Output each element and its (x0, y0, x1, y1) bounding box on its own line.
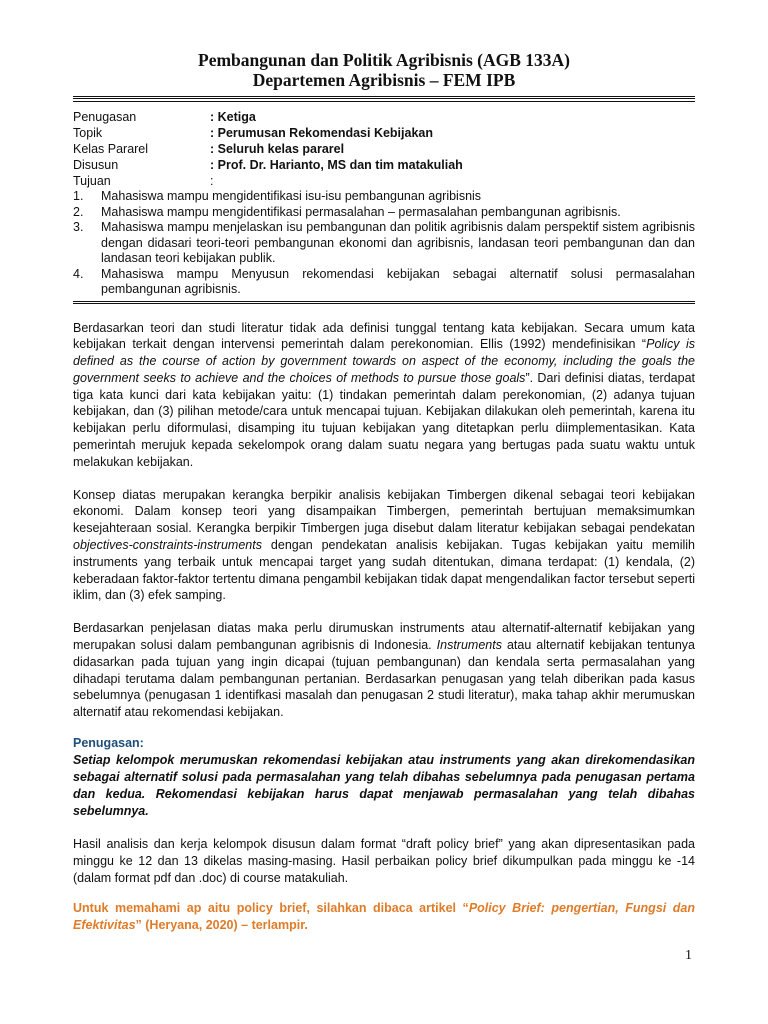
list-text: Mahasiswa mampu menjelaskan isu pembangunan dan politik agribisnis dalam perspektif sistem agribisnis dengan didasari teori-teori pembangunan ekonomi dan agribisnis, landasan teori pembangunan dan dan landasan teori kebijakan publik. (101, 220, 695, 265)
list-number: 4. (73, 266, 84, 281)
list-number: 2. (73, 204, 84, 219)
header-divider (73, 96, 695, 99)
title-line-1: Pembangunan dan Politik Agribisnis (AGB 133A) (198, 50, 570, 70)
term-italic: Instruments (436, 638, 502, 653)
list-text: Mahasiswa mampu mengidentifikasi isu-isu pembangunan agribisnis (101, 189, 482, 203)
task-heading: Penugasan: (73, 736, 144, 751)
paragraph-instruments (73, 620, 695, 721)
meta-label: Tujuan (73, 174, 111, 188)
paragraph-policy-definition (73, 320, 695, 471)
title-line-2: Departemen Agribisnis – FEM IPB (252, 70, 516, 90)
meta-value: : Ketiga (210, 110, 256, 124)
task-description: Setiap kelompok merumuskan rekomendasi kebijakan atau instruments yang akan direkomendasikan sebagai alternatif solusi pada permasalahan yang telah dibahas sebelumnya pada penugasan pertama dan kedua. Rekomendasi kebijakan harus dapat menjawab permasalahan yang telah dibahas sebelumnya. (73, 753, 695, 819)
meta-row (73, 173, 695, 189)
list-text: Mahasiswa mampu Menyusun rekomendasi kebijakan sebagai alternatif solusi permasalahan pembangunan agribisnis. (101, 266, 695, 296)
list-number: 3. (73, 220, 84, 234)
list-text: Mahasiswa mampu mengidentifikasi permasalahan – permasalahan pembangunan agribisnis. (101, 204, 621, 219)
meta-value: : Perumusan Rekomendasi Kebijakan (210, 126, 433, 140)
text-run: dengan pendekatan analisis kebijakan. Tugas kebijakan yaitu memilih instruments yang terbaik untuk mencapai target yang sudah ditentukan, dimana terdapat: (1) kendala, (2) keberadaan faktor-faktor tertentu dimana pengambil kebijakan tidak dapat mengendalikan factor tersebut seperti iklim, dan (3) efek samping. (73, 538, 695, 603)
learning-goals-list (73, 189, 695, 298)
paragraph-timbergen (73, 487, 695, 605)
text-run: ”. Dari definisi diatas, terdapat tiga kata kunci dari kata kebijakan yaitu: (1) tindakan pemerintah dalam perekonomian, (2) adanya tujuan kebijakan, dan (3) pilihan metode/cara untuk mencapai tujuan. Kebijakan dilakukan oleh pemerintah, karena itu kebijakan perlu diformulasi, disamping itu tujuan kebijakan yang ditetapkan perlu diimplementasikan. Kata pemerintah merujuk kepada sekelompok orang dalam suatu negara yang bertugas pada suatu waktu untuk melakukan kebijakan. (73, 370, 695, 469)
list-item (73, 189, 695, 205)
paragraph-submission: Hasil analisis dan kerja kelompok disusun dalam format “draft policy brief” yang akan dipresentasikan pada minggu ke 12 dan 13 dikelas masing-masing. Hasil perbaikan policy brief dikumpulkan pada minggu ke -14 (dalam format pdf dan .doc) di course matakuliah. (73, 837, 695, 885)
document-page (73, 50, 695, 947)
quote-italic: Policy is defined as the course of action by government towards on aspect of the economy, including the goals the government seeks to achieve and the choices of methods to pursue those goals (73, 337, 695, 385)
list-item (73, 220, 695, 267)
meta-label: Topik (73, 126, 103, 140)
article-title: Policy Brief: pengertian, Fungsi dan Efektivitas (73, 901, 696, 933)
meta-value: : (210, 174, 214, 188)
meta-label: Kelas Pararel (73, 142, 149, 156)
meta-value: : Seluruh kelas pararel (210, 142, 345, 156)
meta-row (73, 109, 695, 125)
meta-label: Disusun (73, 158, 119, 172)
list-item (73, 205, 695, 221)
meta-row (73, 141, 695, 157)
meta-divider (73, 301, 695, 304)
text-run: Berdasarkan penjelasan diatas maka perlu dirumuskan instruments atau alternatif-alternatif kebijakan yang merupakan solusi dalam pembangunan agribisnis di Indonesia. (73, 621, 695, 653)
reference-note (73, 900, 695, 934)
meta-row (73, 157, 695, 173)
text-run: ” (Heryana, 2020) – terlampir. (135, 918, 308, 933)
header-divider-thin (73, 101, 695, 102)
course-title (73, 50, 695, 90)
text-run: atau alternatif kebijakan tentunya didasarkan pada tujuan yang ingin dicapai (tujuan pembangunan) dan kendala serta permasalahan yang dihadapi terutama dalam pembangunan pertanian. Berdasarkan penugasan yang telah diberikan pada kasus sebelumnya (penugasan 1 identifkasi masalah dan penugasan 2 studi literatur), maka tahap akhir merumuskan alternatif atau rekomendasi kebijakan. (73, 638, 695, 720)
text-run: Untuk memahami ap aitu policy brief, silahkan dibaca artikel “ (73, 901, 469, 916)
meta-row (73, 125, 695, 141)
text-run: Berdasarkan teori dan studi literatur tidak ada definisi tunggal tentang kata kebijakan. Secara umum kata kebijakan terkait dengan intervensi pemerintah dalam perekonomian. Ellis (1992) mendefinisikan “ (73, 320, 695, 352)
text-run: Konsep diatas merupakan kerangka berpikir analisis kebijakan Timbergen dikenal sebagai teori kebijakan ekonomi. Dalam konsep teori yang disampaikan Timbergen, pemerintah bertujuan memaksimumkan kesejahteraan sosial. Kerangka berpikir Timbergen juga disebut dalam literatur kebijakan sebagai pendekatan (73, 487, 695, 536)
assignment-meta (73, 109, 695, 189)
meta-value: : Prof. Dr. Harianto, MS dan tim matakuliah (210, 158, 463, 172)
meta-label: Penugasan (73, 110, 137, 124)
list-item (73, 267, 695, 298)
list-number: 1. (73, 189, 84, 203)
page-number: 1 (685, 948, 692, 963)
term-italic: objectives-constraints-instruments (73, 538, 262, 553)
